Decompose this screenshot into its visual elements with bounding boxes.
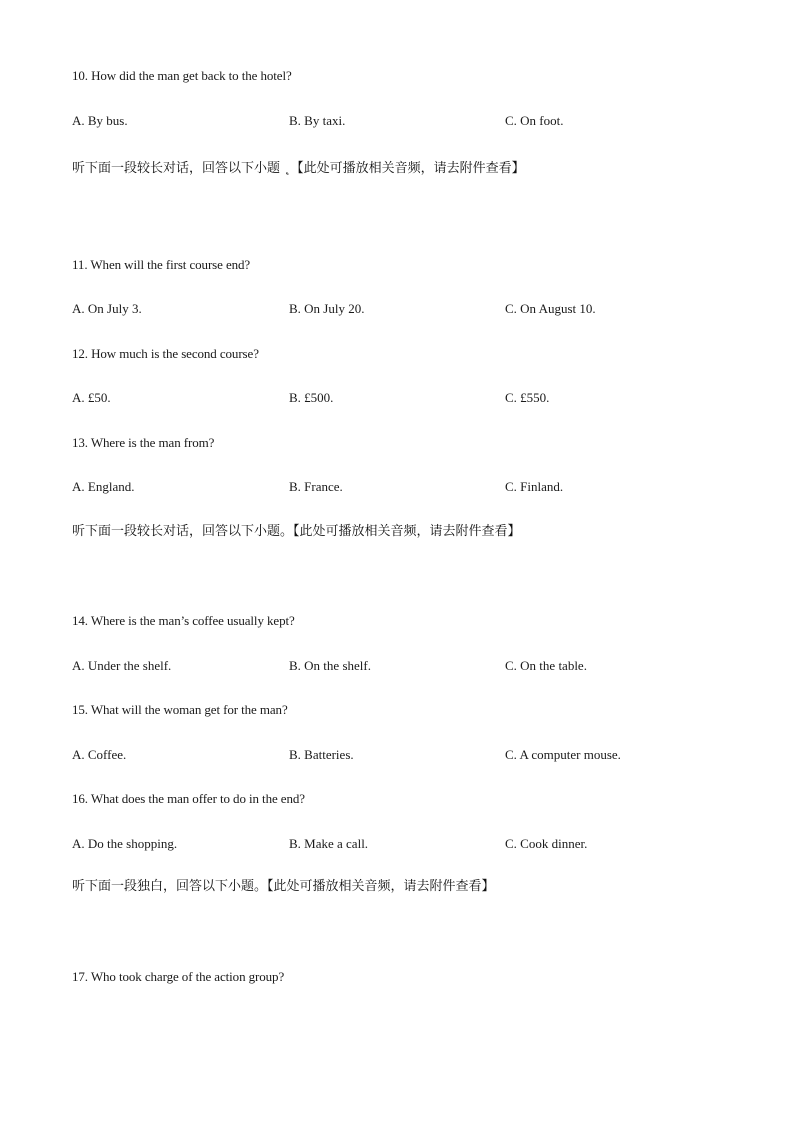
question-stem: 15. What will the woman get for the man? — [72, 702, 288, 717]
option-c: C. A computer mouse. — [505, 747, 621, 762]
option-c: C. On foot. — [505, 113, 564, 128]
question-stem: 10. How did the man get back to the hotel? — [72, 68, 292, 83]
option-b: B. Make a call. — [289, 836, 369, 851]
option-b: B. By taxi. — [289, 113, 346, 128]
option-a: A. Under the shelf. — [72, 658, 172, 673]
option-a: A. On July 3. — [72, 301, 142, 316]
option-b: B. On July 20. — [289, 301, 365, 316]
listening-instruction: 听下面一段较长对话，回答以下小题 ˛【此处可播放相关音频，请去附件查看】 — [72, 161, 525, 176]
option-c: C. On the table. — [505, 658, 587, 673]
option-b: B. On the shelf. — [289, 658, 371, 673]
question-stem: 16. What does the man offer to do in the end? — [72, 791, 305, 806]
option-c: C. On August 10. — [505, 301, 596, 316]
option-b: B. Batteries. — [289, 747, 354, 762]
question-stem: 12. How much is the second course? — [72, 346, 259, 361]
listening-instruction: 听下面一段较长对话，回答以下小题。【此处可播放相关音频，请去附件查看】 — [72, 524, 521, 539]
question-stem: 11. When will the first course end? — [72, 257, 251, 272]
option-a: A. England. — [72, 479, 135, 494]
option-c: C. Cook dinner. — [505, 836, 588, 851]
option-a: A. By bus. — [72, 113, 128, 128]
question-stem: 14. Where is the man’s coffee usually kept? — [72, 613, 295, 628]
option-a: A. Do the shopping. — [72, 836, 178, 851]
question-stem: 13. Where is the man from? — [72, 435, 215, 450]
option-a: A. Coffee. — [72, 747, 127, 762]
option-c: C. Finland. — [505, 479, 564, 494]
question-stem: 17. Who took charge of the action group? — [72, 969, 285, 984]
option-b: B. £500. — [289, 390, 334, 405]
option-c: C. £550. — [505, 390, 550, 405]
option-a: A. £50. — [72, 390, 111, 405]
listening-instruction: 听下面一段独白，回答以下小题。【此处可播放相关音频，请去附件查看】 — [72, 879, 495, 894]
option-b: B. France. — [289, 479, 343, 494]
